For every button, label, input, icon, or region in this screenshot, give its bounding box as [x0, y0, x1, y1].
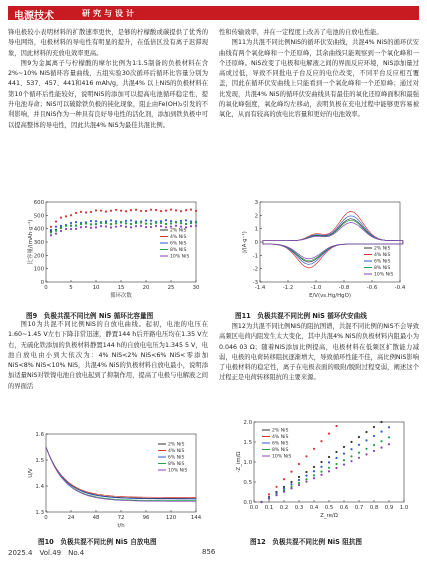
x-tick-label: -1.0 [310, 285, 322, 291]
data-point [195, 210, 197, 212]
x-tick-label: 0.3 [294, 505, 304, 511]
data-point [105, 225, 107, 227]
data-point [328, 461, 330, 463]
data-point [358, 457, 360, 459]
data-point [155, 225, 157, 227]
data-point [135, 225, 137, 227]
data-point [145, 226, 147, 228]
data-point [135, 222, 137, 224]
x-tick-label: 48 [92, 515, 100, 521]
data-point [110, 210, 112, 212]
journal-title: 电源技术 [14, 11, 54, 22]
data-point [160, 222, 162, 224]
section-title: 研究与设计 [82, 9, 137, 18]
y-axis-label: -Z_im/Ω [236, 451, 242, 473]
data-point [120, 225, 122, 227]
data-point [290, 471, 292, 473]
x-tick-label: -0.6 [366, 285, 378, 291]
data-point [335, 467, 337, 469]
y-tick-label: 200 [33, 253, 44, 260]
data-point [313, 466, 315, 468]
data-point [185, 223, 187, 225]
data-point [165, 226, 167, 228]
data-point [388, 443, 390, 445]
x-tick-label: 0.6 [339, 505, 349, 511]
legend-entry: 10% NiS [374, 272, 394, 278]
data-point [120, 210, 122, 212]
x-tick-label: 24 [67, 515, 75, 521]
data-point [80, 211, 82, 213]
data-point [75, 228, 77, 230]
data-point [290, 481, 292, 483]
data-point [313, 470, 315, 472]
data-point [268, 498, 270, 500]
data-point [90, 227, 92, 229]
data-point [365, 448, 367, 450]
data-point [298, 479, 300, 481]
data-point [150, 223, 152, 225]
data-point [50, 234, 52, 236]
data-point [180, 222, 182, 224]
data-point [380, 431, 382, 433]
x-tick-label: -1.4 [254, 285, 266, 291]
x-tick-label: -0.8 [338, 285, 350, 291]
data-point [115, 226, 117, 228]
data-point [320, 474, 322, 476]
data-point [185, 219, 187, 221]
data-point [380, 421, 382, 423]
data-point [190, 222, 192, 224]
y-tick-label: 100 [33, 266, 44, 273]
data-point [60, 225, 62, 227]
x-tick-label: 5 [69, 285, 73, 291]
data-point [165, 210, 167, 212]
data-point [165, 223, 167, 225]
data-point [70, 225, 72, 227]
data-point [313, 477, 315, 479]
figure-10-caption: 图10 负极共混不同比例 NiS 自放电图 [38, 538, 157, 546]
right-column-top [219, 28, 419, 121]
data-point [365, 431, 367, 433]
x-tick-label: 0 [44, 285, 48, 291]
legend-entry: 8% NiS [170, 248, 187, 254]
data-point [170, 226, 172, 228]
data-point [275, 486, 277, 488]
data-point [145, 210, 147, 212]
x-tick-label: 0.7 [354, 505, 364, 511]
data-point [140, 225, 142, 227]
data-point [125, 220, 127, 222]
right-column-bottom [219, 322, 419, 384]
data-point [335, 457, 337, 459]
data-point [313, 474, 315, 476]
y-axis-label: 比容量/(mAh·g⁻¹) [28, 219, 34, 265]
footer-issue: 2025.4 Vol.49 No.4 [8, 549, 85, 557]
data-point [95, 226, 97, 228]
right-paragraph-0: 性和传输效率，并在一定程度上改善了电池的自放电性能。 [219, 29, 383, 36]
data-point [125, 226, 127, 228]
figure-11-chart [232, 198, 417, 304]
data-point [160, 225, 162, 227]
x-tick-label: 15 [117, 285, 125, 291]
legend-entry: 6% NiS [168, 455, 185, 461]
y-tick-label: 600 [33, 200, 44, 206]
data-point [55, 226, 57, 228]
figure-12-chart [232, 418, 417, 528]
left-column-bottom [8, 320, 208, 392]
data-point [165, 219, 167, 221]
data-point [120, 221, 122, 223]
data-point [320, 440, 322, 442]
right-paragraph-1: 图11为共混不同比例NiS的循环伏安曲线，共混4% NiS的循环伏安曲线有两个氧化峰和一个还原峰，其余曲线只能观察到一个氧化峰和一个还原峰。NiS改变了电极和电解液之间的界面反应环境，NiS添加量过高或过低，导致不同批电子台反应的电位改变，不同平台反应相互覆盖，因此在循环伏安曲线上只能看到一个氧化峰和一个还原峰；通过对比发现，共混4% NiS的循环伏安曲线具有最佳的氧化还原峰面积和最强的氧化峰强度，氧化峰均左移动，表明负极在充电过程中能够更容易被氧化，从而有较高的放电比容量和更好的电池效率。 [219, 39, 419, 119]
data-point [373, 444, 375, 446]
legend-entry: 6% NiS [272, 441, 289, 447]
data-point [388, 436, 390, 438]
data-point [115, 209, 117, 211]
data-point [350, 448, 352, 450]
data-point [358, 436, 360, 438]
legend-entry: 2% NiS [168, 442, 185, 448]
y-tick-label: -1 [252, 253, 258, 260]
data-point [335, 425, 337, 427]
data-point [170, 220, 172, 222]
data-point [50, 231, 52, 233]
data-point [125, 222, 127, 224]
journal-header-bar [8, 6, 419, 20]
legend-entry: 8% NiS [272, 448, 289, 454]
data-point [350, 441, 352, 443]
data-point [55, 220, 57, 222]
y-tick-label: 1.5 [35, 458, 44, 464]
data-point [130, 223, 132, 225]
data-point [195, 225, 197, 227]
data-point [365, 439, 367, 441]
data-point [140, 221, 142, 223]
data-point [335, 463, 337, 465]
data-point [268, 493, 270, 495]
data-point [130, 226, 132, 228]
x-tick-label: 0.9 [384, 505, 394, 511]
x-tick-label: -0.4 [394, 285, 406, 291]
x-axis-label: 循环次数 [110, 293, 132, 299]
data-point [180, 226, 182, 228]
data-point [135, 209, 137, 211]
figure-11-caption: 图11 负极共混不同比例 NiS 循环伏安曲线 [235, 312, 367, 320]
legend-entry: 4% NiS [168, 449, 185, 455]
data-point [328, 467, 330, 469]
data-point [90, 223, 92, 225]
data-point [145, 223, 147, 225]
data-point [180, 220, 182, 222]
data-point [305, 481, 307, 483]
data-point [298, 476, 300, 478]
data-point [195, 221, 197, 223]
data-point [55, 230, 57, 232]
legend-entry: 2% NiS [374, 246, 391, 252]
figure-10-chart [20, 430, 210, 530]
data-point [50, 229, 52, 231]
y-tick-label: 1.3 [35, 510, 44, 516]
data-point [95, 223, 97, 225]
legend-entry: 10% NiS [170, 254, 190, 260]
legend-entry: 8% NiS [168, 462, 185, 468]
data-point [343, 464, 345, 466]
data-point [140, 210, 142, 212]
data-point [305, 475, 307, 477]
left-paragraph-2: 图10为共混不同比例NiS的自放电曲线。起初，电池的电压在1.60~1.45 V左右下降非常迅速，静置144 h后开路电压均在1.35 V左右，无硫化铁添加的负极材料静置144 h的自放电电压为1.345 5 V，电池自放电由小到大依次为：4% NiS<2% NiS<6% NiS<零添加NiS<8% NiS<10% NiS，共混4% NiS的负极材料自放电最小，说明添加适量NiS对铁镍电池自放电起到了抑制作用，提高了电极与电解液之间的界面活 [8, 321, 208, 390]
data-point [350, 460, 352, 462]
footer-page-number: 856 [202, 548, 216, 556]
x-tick-label: 0.0 [249, 505, 259, 511]
x-tick-label: 72 [117, 515, 125, 521]
data-point [170, 222, 172, 224]
x-axis-label: E/V(vs.Hg/HgO) [309, 293, 351, 299]
data-point [105, 222, 107, 224]
y-tick-label: 300 [33, 240, 44, 246]
data-point [85, 226, 87, 228]
data-point [175, 209, 177, 211]
data-point [373, 450, 375, 452]
data-point [283, 491, 285, 493]
y-tick-label: 1.5 [243, 440, 252, 446]
y-tick-label: 1.4 [35, 484, 44, 490]
x-tick-label: 96 [142, 515, 150, 521]
data-point [170, 209, 172, 211]
data-point [298, 484, 300, 486]
data-point [100, 222, 102, 224]
legend-entry: 2% NiS [170, 228, 187, 234]
data-point [80, 226, 82, 228]
legend-entry: 4% NiS [272, 435, 289, 441]
data-point [130, 209, 132, 211]
x-tick-label: 0.1 [264, 505, 274, 511]
data-point [365, 453, 367, 455]
y-tick-label: -2 [252, 266, 258, 273]
data-point [380, 440, 382, 442]
figure-9-chart [20, 198, 210, 306]
data-point [358, 452, 360, 454]
data-point [388, 426, 390, 428]
data-point [110, 226, 112, 228]
data-point [180, 210, 182, 212]
x-tick-label: 30 [192, 285, 200, 291]
data-point [190, 209, 192, 211]
x-tick-label: 0.4 [309, 505, 319, 511]
data-point [328, 470, 330, 472]
data-point [343, 453, 345, 455]
x-tick-label: 1.0 [399, 505, 409, 511]
data-point [125, 210, 127, 212]
x-tick-label: 0.2 [279, 505, 289, 511]
data-point [298, 463, 300, 465]
data-point [298, 482, 300, 484]
data-point [65, 225, 67, 227]
y-tick-label: 0 [254, 240, 258, 246]
data-point [283, 478, 285, 480]
data-point [275, 494, 277, 496]
data-point [343, 446, 345, 448]
data-point [328, 433, 330, 435]
data-point [335, 451, 337, 453]
left-paragraph-0: 锋电极较小表明材料的扩散速率更快，是够的柠檬酸或碳提供了优秀的导电网络，电极材料的导电性有明显的提升，在低倍区没有离子迟滞现象，因此材料的充放电效率更高。 [8, 29, 208, 57]
x-tick-label: 0.5 [324, 505, 334, 511]
x-tick-label: 0 [44, 515, 48, 521]
data-point [90, 220, 92, 222]
data-point [95, 220, 97, 222]
x-tick-label: 0.8 [369, 505, 379, 511]
left-column-top [8, 28, 208, 131]
y-tick-label: 3 [254, 200, 258, 206]
data-point [305, 471, 307, 473]
data-point [130, 219, 132, 221]
data-point [373, 426, 375, 428]
legend-entry: 8% NiS [374, 266, 391, 272]
data-point [85, 222, 87, 224]
legend-entry: 10% NiS [168, 468, 188, 474]
data-point [85, 211, 87, 213]
data-point [70, 214, 72, 216]
data-point [358, 444, 360, 446]
data-point [320, 471, 322, 473]
y-tick-label: 1 [254, 226, 258, 233]
data-point [110, 223, 112, 225]
data-point [90, 211, 92, 213]
right-paragraph-2: 图12为共混不同比例NiS的阻抗图谱，共混不同比例的NiS不会导致高频区电荷内阻发生太大变化，其中共混4% NiS的负极材料内阻最小为0.046 03 Ω；随着NiS添加比例提高，电极材料在低频区扩散能力减弱，电极的电荷转移阻抗逐渐增大，导致循环性能不佳，高比例NiS影响了电极材料的稳定性，离子在电极表面的吸附/脱附过程变弱，阐述这个过程正是电荷转移阻抗的主要来源。 [219, 323, 419, 382]
data-point [155, 209, 157, 211]
data-point [75, 225, 77, 227]
data-point [305, 478, 307, 480]
data-point [380, 447, 382, 449]
legend-entry: 4% NiS [374, 253, 391, 259]
data-point [260, 501, 262, 503]
data-point [155, 221, 157, 223]
data-point [60, 217, 62, 219]
data-point [50, 226, 52, 228]
data-point [350, 455, 352, 457]
x-tick-label: 144 [190, 515, 202, 521]
data-point [160, 210, 162, 212]
y-tick-label: 2 [254, 213, 258, 220]
y-axis-label: J/(A·g⁻¹) [242, 231, 248, 253]
data-point [290, 483, 292, 485]
data-point [313, 448, 315, 450]
data-point [150, 226, 152, 228]
data-point [320, 461, 322, 463]
data-point [75, 221, 77, 223]
legend-entry: 10% NiS [272, 454, 292, 460]
y-tick-label: 0.5 [243, 480, 252, 486]
data-point [70, 228, 72, 230]
data-point [115, 220, 117, 222]
left-paragraph-1: 图9为金属离子与柠檬酸的摩尔比例为1∶1.5制备的负极材料在含2%~10% NiS循环容量曲线，五组实验30次循环后循环比容量分别为441、537、457、441和416 mAh/g，共混4% 以上NiS的负极材料在第10个循环后性能较好，说明NiS的添加可以提高电池循环稳定性，提升电池寿命；NiS可以破除铁负极的钝化现象，阻止由Fe(OH)₂引发的不利影响，并且NiS作为一种具有良好导电性的活化剂，添加到铁负极中可以提高整体的导电性，因此共混4% NiS为最佳共混比例。 [8, 59, 208, 129]
y-tick-label: 500 [33, 213, 44, 220]
data-point [185, 209, 187, 211]
data-point [55, 233, 57, 235]
data-point [175, 221, 177, 223]
y-tick-label: 400 [33, 226, 44, 233]
data-point [115, 222, 117, 224]
x-axis-label: t/h [117, 523, 125, 529]
data-point [70, 222, 72, 224]
legend-entry: 4% NiS [170, 235, 187, 241]
x-tick-label: 120 [165, 515, 177, 521]
legend-entry: 6% NiS [374, 259, 391, 265]
data-point [320, 466, 322, 468]
data-point [343, 459, 345, 461]
legend-entry: 6% NiS [170, 241, 187, 247]
data-point [75, 212, 77, 214]
legend-entry: 2% NiS [272, 428, 289, 434]
data-point [110, 219, 112, 221]
data-point [100, 210, 102, 212]
y-tick-label: 0.0 [243, 500, 252, 506]
data-point [65, 215, 67, 217]
y-tick-label: 1.0 [243, 460, 252, 466]
x-tick-label: 20 [142, 285, 150, 291]
y-axis-label: U/V [28, 468, 34, 478]
data-point [373, 435, 375, 437]
data-point [80, 223, 82, 225]
y-tick-label: -3 [252, 280, 258, 286]
x-tick-label: -1.2 [282, 285, 294, 291]
data-point [145, 219, 147, 221]
data-point [100, 225, 102, 227]
data-point [105, 210, 107, 212]
data-point [60, 227, 62, 229]
data-point [305, 455, 307, 457]
data-point [95, 209, 97, 211]
data-point [290, 487, 292, 489]
data-point [190, 225, 192, 227]
data-point [328, 456, 330, 458]
data-point [150, 209, 152, 211]
x-tick-label: 25 [167, 285, 175, 291]
data-point [65, 228, 67, 230]
data-point [60, 230, 62, 232]
figure-9-caption: 图9 负极共混不同比例 NiS 循环比容量图 [26, 312, 154, 320]
data-point [150, 220, 152, 222]
x-axis-label: Z_re/Ω [320, 513, 338, 519]
y-tick-label: 0 [40, 280, 44, 286]
figure-12-caption: 图12 负极共混不同比例 NiS 阻抗图 [250, 538, 363, 546]
data-point [175, 225, 177, 227]
y-tick-label: 2.0 [243, 420, 252, 426]
x-tick-label: 10 [92, 285, 100, 291]
y-tick-label: 1.6 [35, 432, 44, 438]
